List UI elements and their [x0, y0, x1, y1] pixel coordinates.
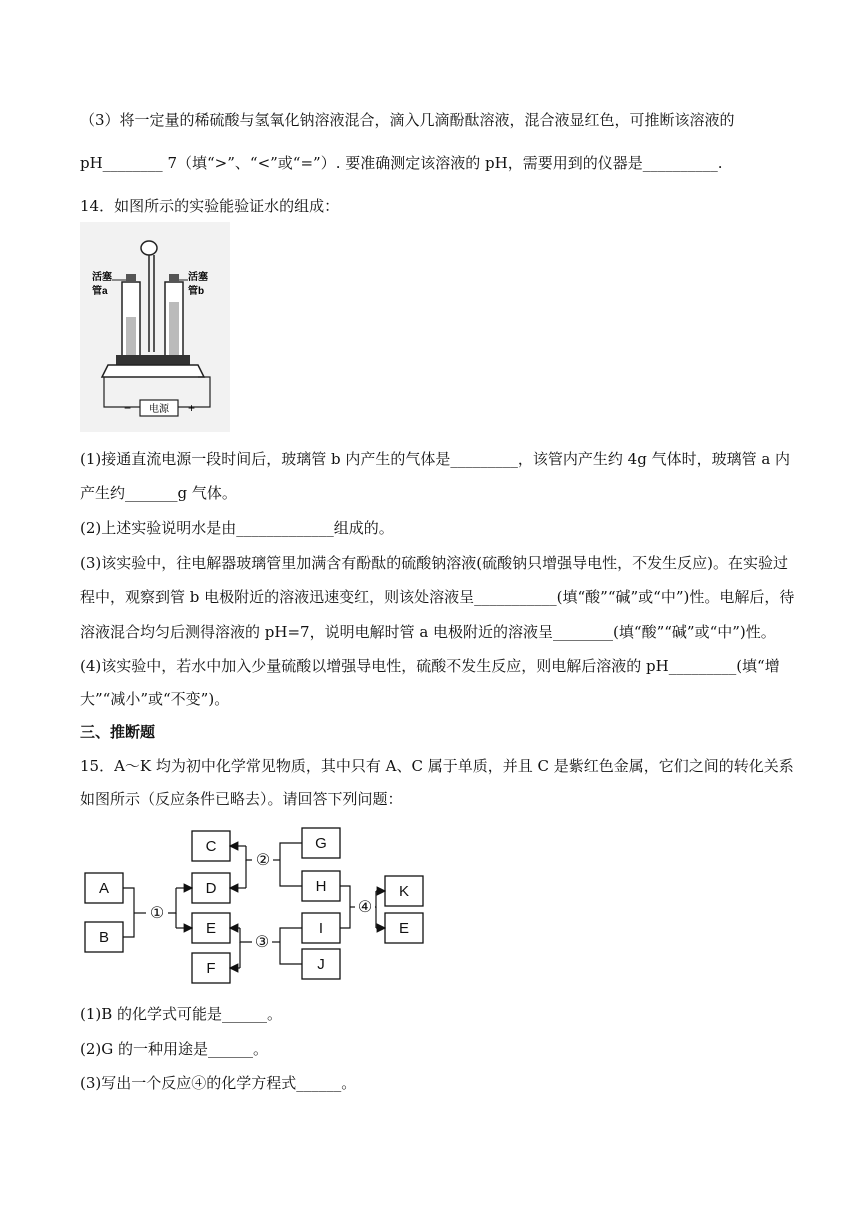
- label-E-right: E: [398, 920, 410, 937]
- tube-b-label: 管b: [188, 286, 205, 297]
- q15-stem-line2: 如图所示（反应条件已略去）。请回答下列问题：: [80, 790, 403, 808]
- stopper-a-icon: [126, 274, 136, 282]
- label-C: C: [205, 838, 217, 855]
- q14-p4-line2: 大”“减小”或“不变”)。: [80, 690, 230, 708]
- q14-p4-line1: (4)该实验中，若水中加入少量硫酸以增强导电性，硫酸不发生反应，则电解后溶液的 pH_________(填“增: [80, 657, 780, 675]
- q13-part3-line1: （3）将一定量的稀硫酸与氢氧化钠溶液混合，滴入几滴酚酞溶液，混合液显红色，可推断该溶液的: [80, 111, 735, 129]
- label-G: G: [315, 835, 327, 852]
- stopper-left-label: 活塞: [92, 272, 112, 283]
- bracket-AB: [123, 888, 134, 937]
- reaction-1-label: ①: [149, 905, 165, 922]
- line-r4-split-up: [375, 891, 376, 907]
- q14-p1-line1: (1)接通直流电源一段时间后，玻璃管 b 内产生的气体是_________，该管内产生约 4g 气体时，玻璃管 a 内: [80, 450, 791, 468]
- label-F: F: [206, 960, 216, 977]
- line-r1-split-up: [168, 888, 176, 913]
- bracket-GH: [280, 843, 302, 886]
- line-r2-split-up: [246, 846, 252, 860]
- q14-p3-line3: 溶液混合均匀后测得溶液的 pH=7，说明电解时管 a 电极附近的溶液呈________(填“酸”“碱”或“中”)性。: [80, 623, 776, 641]
- q14-p3-line1: (3)该实验中，往电解器玻璃管里加满含有酚酞的硫酸钠溶液(硫酸钠只增强导电性，不发生反应)。在实验过: [80, 554, 788, 572]
- q13-part3-line2: pH________ 7（填“>”、“<”或“=”）. 要准确测定该溶液的 pH，需要用到的仪器是__________.: [80, 154, 723, 172]
- electrolysis-apparatus-figure: [80, 222, 230, 432]
- q15-p3: (3)写出一个反应④的化学方程式______。: [80, 1074, 357, 1092]
- label-I: I: [318, 920, 324, 937]
- apparatus-stand: [102, 365, 204, 377]
- reservoir-bulb: [141, 241, 157, 255]
- plus-sign: +: [188, 401, 196, 415]
- label-D: D: [205, 880, 217, 897]
- power-label: 电源: [149, 404, 169, 415]
- label-J: J: [317, 956, 325, 973]
- reaction-2-label: ②: [255, 852, 271, 869]
- label-K: K: [398, 883, 410, 900]
- label-E: E: [205, 920, 217, 937]
- bracket-HI: [340, 886, 350, 928]
- bracket-IJ: [280, 928, 302, 964]
- tube-a-liquid: [126, 317, 136, 355]
- q14-p1-line2: 产生约_______g 气体。: [80, 484, 237, 502]
- line-r3-split-up: [240, 928, 252, 942]
- tube-b-liquid: [169, 302, 179, 355]
- stopper-b-icon: [169, 274, 179, 282]
- tube-a-label: 管a: [92, 286, 108, 297]
- q14-stem: 14．如图所示的实验能验证水的组成：: [80, 197, 340, 215]
- label-H: H: [315, 878, 327, 895]
- section-3-title: 三、推断题: [80, 723, 156, 741]
- minus-sign: −: [124, 401, 132, 415]
- q15-p2: (2)G 的一种用途是______。: [80, 1040, 268, 1058]
- reaction-4-label: ④: [357, 899, 373, 916]
- reaction-3-label: ③: [254, 934, 270, 951]
- q14-p3-line2: 程中，观察到管 b 电极附近的溶液迅速变红，则该处溶液呈___________(填“酸”“碱”或“中”)性。电解后，待: [80, 588, 795, 606]
- label-B: B: [98, 929, 110, 946]
- label-A: A: [98, 880, 110, 897]
- stopper-right-label: 活塞: [188, 272, 208, 283]
- apparatus-base: [116, 355, 190, 365]
- q15-stem-line1: 15．A～K 均为初中化学常见物质，其中只有 A、C 属于单质，并且 C 是紫红色金属，它们之间的转化关系: [80, 757, 794, 775]
- q14-p2: (2)上述实验说明水是由_____________组成的。: [80, 519, 394, 537]
- q15-p1: (1)B 的化学式可能是______。: [80, 1005, 283, 1023]
- transformation-diagram: [80, 825, 425, 985]
